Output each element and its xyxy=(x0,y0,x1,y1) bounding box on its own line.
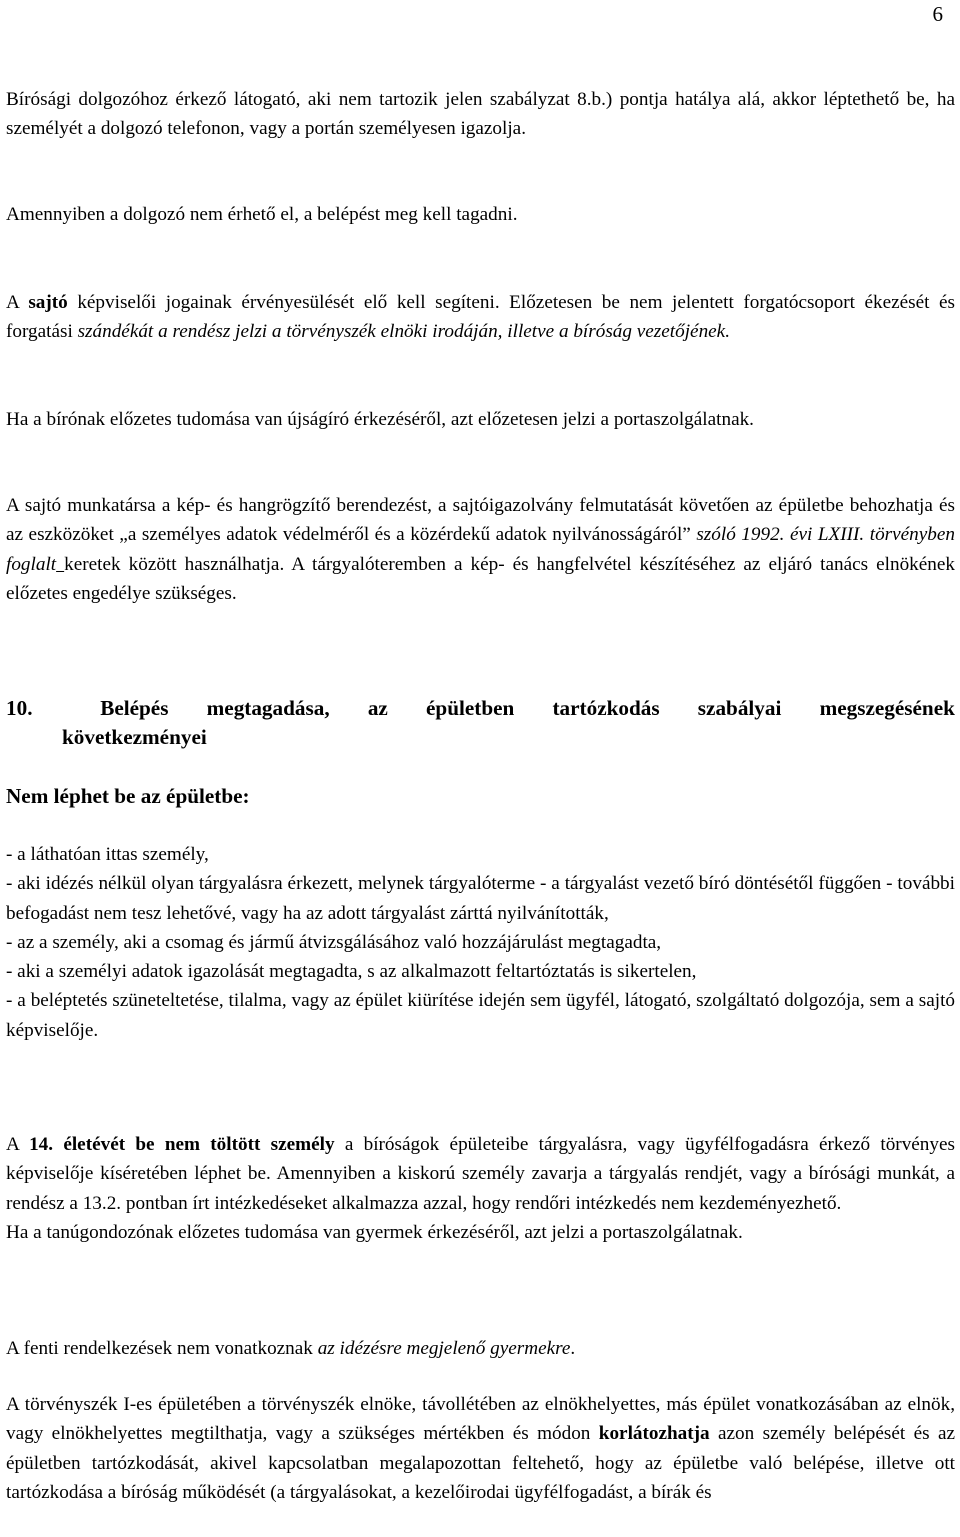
press-text-a: A xyxy=(6,292,29,313)
minors-text-c: a bíróságok épületeibe tárgyalásra, vagy ügyfélfogadásra érkező törvényes képviselője kíséretében léphet be. Amennyiben a kiskorú személy zavarja a tárgyalás rendjét, vagy a bírósági munkát, a rendész a 13.2. pontban írt intézkedéseket alkalmazza azzal, hogy rendőri intézkedés nem kezdeményezhető. xyxy=(6,1134,955,1214)
paragraph-restriction xyxy=(6,1390,955,1507)
paragraph-exception xyxy=(6,1334,955,1363)
paragraph-entry-denied: Amennyiben a dolgozó nem érhető el, a belépést meg kell tagadni. xyxy=(6,204,518,225)
restriction-text-a: A törvényszék I-es épületében a törvényszék elnöke, távollétében az elnökhelyettes, más épület vonatkozásában az elnök, vagy elnökhelyettes megtilthatja, vagy a szükséges mértékben és módon xyxy=(6,1394,955,1445)
equipment-text-d: keretek között használhatja. A tárgyalóteremben a kép- és hangfelvétel készítéséhez az eljáró tanács elnökének előzetes engedélye szükséges. xyxy=(6,553,955,604)
heading-word: az xyxy=(367,696,388,720)
list-item: - aki a személyi adatok igazolását megtagadta, s az alkalmazott feltartóztatás is sikertelen, xyxy=(6,961,697,983)
heading-word: szabályai xyxy=(697,696,782,720)
equipment-law-ref: szóló 1992. évi LXIII. törvényben foglalt xyxy=(6,524,955,575)
section-heading-line2: következményei xyxy=(62,725,207,750)
heading-word: megszegésének xyxy=(819,696,955,720)
minors-text-d: Ha a tanúgondozónak előzetes tudomása van gyermek érkezéséről, azt jelzi a portaszolgálatnak. xyxy=(6,1221,743,1243)
paragraph-visitor-entry: Bírósági dolgozóhoz érkező látogató, aki nem tartozik jelen szabályzat 8.b.) pontja hatálya alá, akkor léptethető be, ha személyét a dolgozó telefonon, vagy a portán személyesen igazolja. xyxy=(6,89,955,140)
section-10-heading xyxy=(6,694,955,753)
section-number: 10. xyxy=(6,696,33,720)
heading-word: Belépés xyxy=(100,696,169,720)
paragraph-minors xyxy=(6,1130,955,1247)
equipment-text-a: A sajtó munkatársa a kép- és hangrögzítő berendezést, a sajtóigazolvány felmutatását követően az épületbe behozhatja és az eszközöket „a személyes adatok védelméről és a közérdekű adatok nyilvánosságáról” xyxy=(6,495,955,546)
press-text-italic: szándékát a rendész jelzi a törvényszék elnöki irodáján, illetve a bíróság vezetőjének. xyxy=(77,321,730,343)
list-item: - a beléptetés szüneteltetése, tilalma, vagy az épület kiürítése idején sem ügyfél, látogató, szolgáltató dolgozója, sem a sajtó képviselője. xyxy=(6,990,955,1041)
exception-text-c: . xyxy=(570,1338,576,1359)
press-keyword: sajtó xyxy=(28,292,68,313)
restriction-text-c: azon személy belépését és az épületben tartózkodását, akivel kapcsolatban megalapozottan feltehető, hogy az épületbe való belépése, illetve ott tartózkodása a bíróság működését (a tárgyalásokat, a kezelőirodai ügyfélfogadást, a bírák és xyxy=(6,1423,955,1503)
press-text-c: képviselői jogainak érvényesülését elő kell segíteni. Előzetesen be nem jelentett forgatócsoport ékezését és forgatási xyxy=(6,292,955,343)
list-item: - aki idézés nélkül olyan tárgyalásra érkezett, melynek tárgyalóterme - a tárgyalást vezető bíró döntésétől függően - további befogadást nem tesz lehetővé, vagy ha az adott tárgyalást zárttá nyilvánították, xyxy=(6,873,955,924)
paragraph-press-equipment xyxy=(6,491,955,608)
restriction-keyword: korlátozhatja xyxy=(598,1423,710,1445)
exception-italic: az idézésre megjelenő gyermekre xyxy=(317,1338,571,1359)
heading-word: tartózkodás xyxy=(552,696,660,720)
list-item: - a láthatóan ittas személy, xyxy=(6,844,209,865)
exception-text-a: A fenti rendelkezések nem vonatkoznak xyxy=(6,1338,318,1359)
page-number: 6 xyxy=(932,2,943,26)
heading-word: épületben xyxy=(426,696,515,720)
paragraph-judge-notice: Ha a bírónak előzetes tudomása van újságíró érkezéséről, azt előzetesen jelzi a portaszolgálatnak. xyxy=(6,409,754,430)
list-item: - az a személy, aki a csomag és jármű átvizsgálásához való hozzájárulást megtagadta, xyxy=(6,931,662,953)
equipment-underline-space xyxy=(56,554,64,575)
no-entry-subheading: Nem léphet be az épületbe: xyxy=(6,784,250,808)
heading-word: megtagadása, xyxy=(206,696,330,720)
paragraph-press-rights xyxy=(6,288,955,347)
minors-keyword: 14. életévét be nem töltött személy xyxy=(29,1134,335,1155)
no-entry-list xyxy=(6,840,955,1045)
minors-text-a: A xyxy=(6,1134,30,1155)
